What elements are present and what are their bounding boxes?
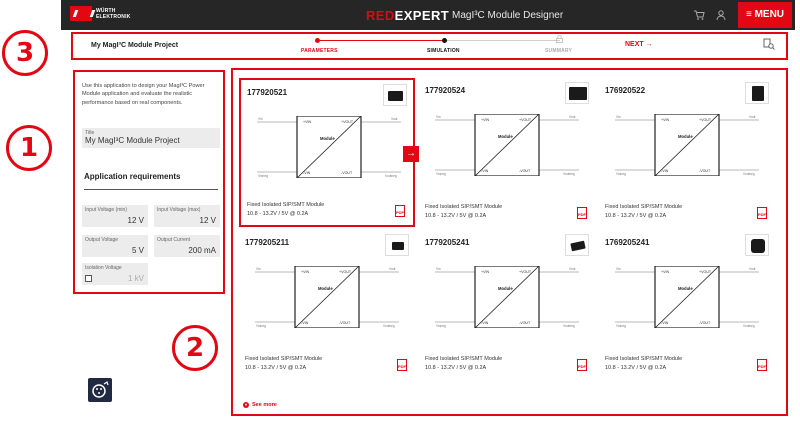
pdf-icon[interactable]: PDF — [397, 359, 407, 371]
product-part-number: 1779205241 — [425, 238, 470, 247]
svg-text:+VOUT: +VOUT — [519, 270, 532, 274]
svg-text:Vin: Vin — [436, 115, 441, 119]
svg-text:+VIN: +VIN — [481, 270, 490, 274]
product-rating: 10.8 - 13.2V / 5V @ 0.2A — [605, 365, 667, 371]
product-image — [385, 234, 409, 256]
svg-text:-VIN: -VIN — [301, 321, 309, 325]
product-grid — [231, 68, 788, 416]
select-arrow-button[interactable]: → — [403, 146, 419, 162]
product-type: Fixed Isolated SIP/SMT Module — [605, 356, 683, 362]
product-description — [245, 355, 322, 373]
product-description — [247, 201, 324, 219]
product-image — [383, 84, 407, 106]
step-simulation[interactable]: SIMULATION — [427, 48, 460, 54]
logo-text — [96, 8, 131, 20]
svg-text:Module: Module — [320, 136, 335, 141]
svg-text:-VOUT: -VOUT — [519, 169, 531, 173]
svg-text:Vin: Vin — [616, 267, 621, 271]
svg-text:+VIN: +VIN — [661, 270, 670, 274]
svg-text:Vout: Vout — [749, 115, 756, 119]
title-field[interactable] — [82, 128, 220, 148]
svg-text:-VIN: -VIN — [481, 321, 489, 325]
step-bar — [71, 32, 788, 60]
pdf-icon[interactable]: PDF — [577, 207, 587, 219]
product-description — [425, 355, 502, 373]
svg-text:Vinneg: Vinneg — [258, 174, 268, 178]
see-more-link[interactable] — [243, 402, 277, 408]
svg-text:+VOUT: +VOUT — [341, 120, 354, 124]
svg-text:Module: Module — [318, 286, 333, 291]
svg-text:-VIN: -VIN — [661, 169, 669, 173]
see-more-label: See more — [252, 402, 277, 408]
product-rating: 10.8 - 13.2V / 5V @ 0.2A — [425, 213, 487, 219]
svg-text:-VOUT: -VOUT — [699, 321, 711, 325]
product-image — [745, 234, 769, 256]
isolation-voltage-value: 1 kV — [127, 274, 144, 283]
isolation-voltage-label: Isolation Voltage — [85, 265, 122, 271]
user-icon[interactable] — [715, 9, 727, 21]
output-voltage-label: Output Voltage — [85, 237, 119, 243]
svg-text:Voutneg: Voutneg — [563, 324, 575, 328]
product-type: Fixed Isolated SIP/SMT Module — [425, 356, 503, 362]
product-part-number: 176920522 — [605, 86, 646, 95]
product-part-number: 177920521 — [247, 88, 288, 97]
module-chip-icon — [392, 242, 404, 250]
product-part-number: 1769205241 — [605, 238, 650, 247]
magic-module-app-icon[interactable] — [88, 378, 112, 402]
output-voltage-field[interactable] — [82, 235, 148, 257]
product-card[interactable] — [599, 78, 775, 227]
product-image — [565, 82, 589, 104]
isolation-voltage-field[interactable] — [82, 263, 148, 285]
svg-text:Module: Module — [498, 134, 513, 139]
module-chip-icon — [569, 87, 587, 100]
svg-text:Voutneg: Voutneg — [743, 324, 755, 328]
module-schematic — [435, 266, 579, 328]
step-dot-simulation[interactable] — [442, 38, 447, 43]
output-current-value[interactable]: 200 mA — [188, 246, 216, 255]
svg-text:Vout: Vout — [389, 267, 396, 271]
title-value[interactable]: My MagI³C Module Project — [85, 136, 180, 145]
svg-text:Voutneg: Voutneg — [383, 324, 395, 328]
svg-text:Vinneg: Vinneg — [436, 324, 446, 328]
svg-text:Module: Module — [498, 286, 513, 291]
progress-line-todo — [445, 40, 560, 41]
input-voltage-max-field[interactable] — [154, 205, 220, 227]
input-voltage-min-field[interactable] — [82, 205, 148, 227]
intro-text: Use this application to design your MagI³C Power Module application and evaluate the realistic performance based on real components. — [82, 83, 205, 106]
svg-text:+VIN: +VIN — [661, 118, 670, 122]
product-card[interactable] — [419, 78, 595, 227]
step-summary: SUMMARY — [545, 48, 573, 54]
wurth-logo[interactable] — [70, 6, 131, 21]
svg-text:-VOUT: -VOUT — [699, 169, 711, 173]
product-type: Fixed Isolated SIP/SMT Module — [245, 356, 323, 362]
annotation-2: 2 — [172, 325, 218, 371]
menu-button[interactable]: ≡ MENU — [738, 2, 792, 28]
product-rating: 10.8 - 13.2V / 5V @ 0.2A — [247, 211, 309, 217]
module-chip-icon — [388, 91, 403, 101]
svg-text:Vinneg: Vinneg — [256, 324, 266, 328]
product-image — [745, 82, 769, 104]
output-voltage-value[interactable]: 5 V — [131, 246, 144, 255]
input-voltage-max-value[interactable]: 12 V — [199, 216, 216, 225]
output-current-label: Output Current — [157, 237, 191, 243]
product-card[interactable] — [239, 230, 415, 379]
search-document-icon[interactable] — [763, 38, 775, 53]
logo-line-1: WÜRTH — [96, 7, 116, 14]
svg-text:+VOUT: +VOUT — [699, 118, 712, 122]
app-title: MagI³C Module Designer — [452, 10, 564, 21]
output-current-field[interactable] — [154, 235, 220, 257]
input-voltage-min-value[interactable]: 12 V — [127, 216, 144, 225]
brand-white: EXPERT — [394, 8, 450, 23]
svg-text:Vin: Vin — [258, 117, 263, 121]
step-parameters[interactable]: PARAMETERS — [301, 48, 338, 54]
product-description — [605, 355, 682, 373]
svg-text:Vin: Vin — [616, 115, 621, 119]
product-card[interactable] — [239, 78, 415, 227]
annotation-1: 1 — [6, 125, 52, 171]
next-button[interactable]: NEXT → — [625, 41, 653, 48]
svg-text:+VOUT: +VOUT — [699, 270, 712, 274]
module-chip-icon — [751, 239, 765, 253]
parameters-panel — [73, 70, 225, 294]
svg-text:Vin: Vin — [256, 267, 261, 271]
product-type: Fixed Isolated SIP/SMT Module — [425, 204, 503, 210]
svg-text:+VIN: +VIN — [481, 118, 490, 122]
svg-text:Module: Module — [678, 286, 693, 291]
product-card[interactable] — [599, 230, 775, 379]
svg-text:Vout: Vout — [391, 117, 398, 121]
product-part-number: 1779205211 — [245, 238, 290, 247]
module-chip-icon — [570, 241, 585, 252]
svg-text:Voutneg: Voutneg — [563, 172, 575, 176]
svg-text:-VOUT: -VOUT — [339, 321, 351, 325]
svg-text:Vout: Vout — [749, 267, 756, 271]
pdf-icon[interactable]: PDF — [757, 359, 767, 371]
title-label: Title — [85, 130, 95, 136]
module-schematic — [255, 266, 399, 328]
product-rating: 10.8 - 13.2V / 5V @ 0.2A — [245, 365, 307, 371]
svg-text:Vin: Vin — [436, 267, 441, 271]
svg-text:Vout: Vout — [569, 267, 576, 271]
svg-text:+VOUT: +VOUT — [339, 270, 352, 274]
product-card[interactable] — [419, 230, 595, 379]
module-schematic — [435, 114, 579, 176]
module-schematic — [257, 116, 401, 178]
product-part-number: 177920524 — [425, 86, 466, 95]
product-rating: 10.8 - 13.2V / 5V @ 0.2A — [605, 213, 667, 219]
module-schematic — [615, 114, 759, 176]
chevron-down-icon: ▾ — [244, 402, 247, 407]
requirements-heading: Application requirements — [84, 172, 181, 181]
module-schematic — [615, 266, 759, 328]
logo-mark-icon — [70, 6, 92, 21]
product-image — [565, 234, 589, 256]
svg-text:Vinneg: Vinneg — [436, 172, 446, 176]
svg-text:Module: Module — [678, 134, 693, 139]
svg-text:-VIN: -VIN — [661, 321, 669, 325]
project-name: My MagI³C Module Project — [91, 42, 179, 49]
product-type: Fixed Isolated SIP/SMT Module — [605, 204, 683, 210]
brand-red: RED — [366, 8, 395, 23]
svg-text:Vinneg: Vinneg — [616, 324, 626, 328]
product-rating: 10.8 - 13.2V / 5V @ 0.2A — [425, 365, 487, 371]
pdf-icon[interactable]: PDF — [395, 205, 405, 217]
logo-line-2: ELEKTRONIK — [96, 13, 131, 20]
cart-icon[interactable] — [693, 9, 705, 21]
svg-text:Vout: Vout — [569, 115, 576, 119]
svg-text:-VOUT: -VOUT — [519, 321, 531, 325]
pdf-icon[interactable]: PDF — [757, 207, 767, 219]
redexpert-brand[interactable] — [366, 8, 449, 23]
svg-text:Vinneg: Vinneg — [616, 172, 626, 176]
svg-text:Voutneg: Voutneg — [385, 174, 397, 178]
svg-text:+VIN: +VIN — [303, 120, 312, 124]
product-description — [425, 203, 502, 221]
lock-icon — [556, 35, 563, 43]
step-dot-parameters[interactable] — [315, 38, 320, 43]
progress-line-done — [318, 40, 445, 41]
module-chip-icon — [752, 86, 764, 101]
svg-text:+VIN: +VIN — [301, 270, 310, 274]
svg-text:-VOUT: -VOUT — [341, 171, 353, 175]
product-description — [605, 203, 682, 221]
input-voltage-max-label: Input Voltage (max) — [157, 207, 201, 213]
product-type: Fixed Isolated SIP/SMT Module — [247, 202, 325, 208]
svg-text:-VIN: -VIN — [481, 169, 489, 173]
isolation-checkbox[interactable] — [85, 275, 92, 282]
svg-text:+VOUT: +VOUT — [519, 118, 532, 122]
svg-text:Voutneg: Voutneg — [743, 172, 755, 176]
requirements-divider — [84, 189, 218, 190]
top-bar — [61, 0, 795, 30]
input-voltage-min-label: Input Voltage (min) — [85, 207, 127, 213]
annotation-3: 3 — [2, 30, 48, 76]
pdf-icon[interactable]: PDF — [577, 359, 587, 371]
svg-text:-VIN: -VIN — [303, 171, 311, 175]
